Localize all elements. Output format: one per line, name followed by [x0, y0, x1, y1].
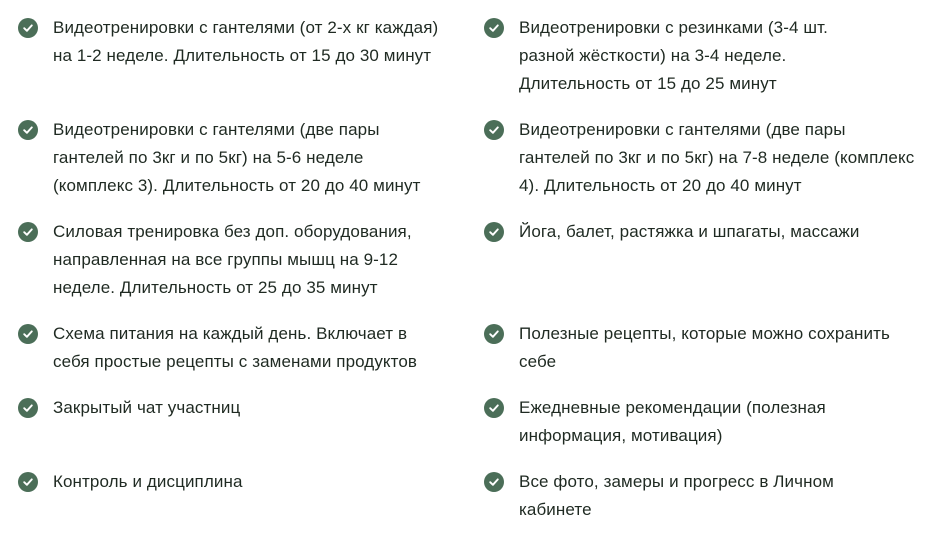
- feature-item-video-bands-week-3-4: [484, 14, 934, 98]
- check-circle-icon: [18, 472, 38, 492]
- feature-text: Ежедневные рекомендации (полезная информация, мотивация): [519, 398, 826, 445]
- feature-text: Полезные рецепты, которые можно сохранить себе: [519, 324, 890, 371]
- check-circle-icon: [18, 18, 38, 38]
- feature-item-private-chat: [18, 394, 448, 422]
- feature-text: Видеотренировки с гантелями (от 2-х кг каждая) на 1-2 неделе. Длительность от 15 до 30 минут: [53, 18, 439, 65]
- feature-text: Силовая тренировка без доп. оборудования, направленная на все группы мышц на 9-12 неделе. Длительность от 25 до 35 минут: [53, 222, 412, 297]
- feature-item-yoga-ballet: [484, 218, 934, 246]
- check-circle-icon: [484, 398, 504, 418]
- check-circle-icon: [484, 120, 504, 140]
- check-circle-icon: [18, 222, 38, 242]
- check-circle-icon: [18, 398, 38, 418]
- feature-item-personal-cabinet: [484, 468, 934, 524]
- feature-item-useful-recipes: [484, 320, 934, 376]
- feature-item-control-discipline: [18, 468, 448, 496]
- check-circle-icon: [18, 324, 38, 344]
- check-circle-icon: [484, 472, 504, 492]
- check-circle-icon: [484, 18, 504, 38]
- feature-text: Схема питания на каждый день. Включает в себя простые рецепты с заменами продуктов: [53, 324, 418, 371]
- feature-item-video-dumbbells-week-1-2: [18, 14, 448, 70]
- feature-text: Видеотренировки с резинками (3-4 шт. разной жёсткости) на 3-4 неделе. Длительность от 15 до 25 минут: [519, 18, 828, 93]
- check-circle-icon: [484, 222, 504, 242]
- feature-text: Йога, балет, растяжка и шпагаты, массажи: [519, 222, 860, 241]
- feature-text: Видеотренировки с гантелями (две пары гантелей по 3кг и по 5кг) на 7-8 неделе (комплекс 4). Длительность от 20 до 40 минут: [519, 120, 915, 195]
- feature-item-nutrition-plan: [18, 320, 448, 376]
- feature-item-daily-recommendations: [484, 394, 934, 450]
- feature-text: Все фото, замеры и прогресс в Личном кабинете: [519, 472, 834, 519]
- feature-item-video-dumbbells-week-7-8: [484, 116, 934, 200]
- feature-text: Контроль и дисциплина: [53, 472, 243, 491]
- feature-text: Закрытый чат участниц: [53, 398, 241, 417]
- check-circle-icon: [484, 324, 504, 344]
- check-circle-icon: [18, 120, 38, 140]
- feature-text: Видеотренировки с гантелями (две пары гантелей по 3кг и по 5кг) на 5-6 неделе (комплекс 3). Длительность от 20 до 40 минут: [53, 120, 421, 195]
- feature-item-strength-training: [18, 218, 448, 302]
- feature-item-video-dumbbells-week-5-6: [18, 116, 448, 200]
